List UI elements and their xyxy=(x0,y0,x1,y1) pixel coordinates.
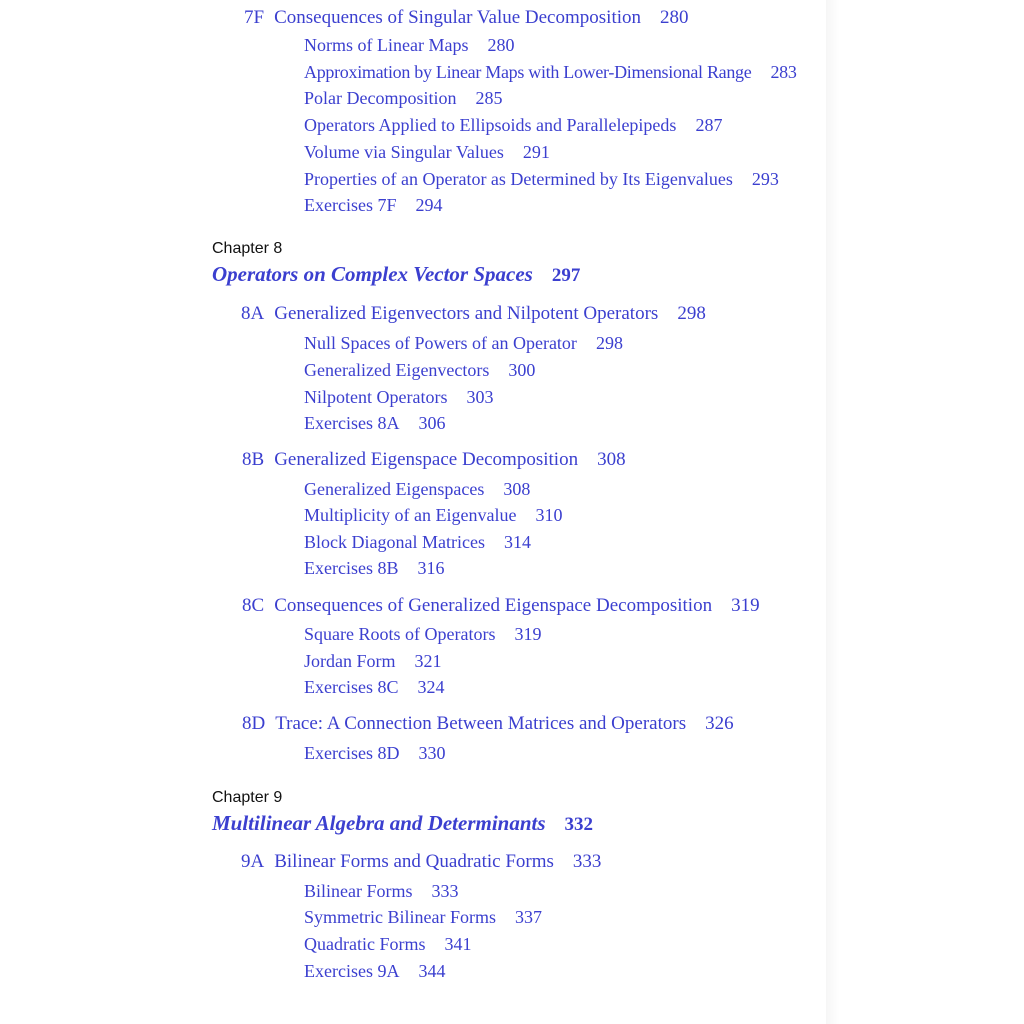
toc-section-8A[interactable] xyxy=(241,304,706,323)
section-page: 308 xyxy=(597,449,626,470)
section-number: 7F xyxy=(244,7,265,28)
subsection-page: 285 xyxy=(475,88,503,108)
subsection-title: Exercises 8B xyxy=(304,558,399,578)
toc-section-7F[interactable] xyxy=(244,8,689,27)
subsection-title: Generalized Eigenspaces xyxy=(304,479,485,499)
subsection-page: 316 xyxy=(417,558,445,578)
subsection-page: 294 xyxy=(415,195,443,215)
subsection-page: 324 xyxy=(417,677,445,697)
subsection-title: Properties of an Operator as Determined by Its Eigenvalues xyxy=(304,169,733,189)
section-title: Trace: A Connection Between Matrices and Operators xyxy=(275,713,687,734)
subsection-title: Exercises 8D xyxy=(304,743,400,763)
toc-subsection[interactable] xyxy=(304,506,562,524)
toc-section-8C[interactable] xyxy=(242,596,760,615)
subsection-title: Generalized Eigenvectors xyxy=(304,360,490,380)
subsection-page: 303 xyxy=(466,387,494,407)
toc-subsection[interactable] xyxy=(304,361,535,379)
subsection-title: Polar Decomposition xyxy=(304,88,457,108)
toc-subsection[interactable] xyxy=(304,559,444,577)
subsection-title: Quadratic Forms xyxy=(304,934,426,954)
subsection-page: 291 xyxy=(522,142,550,162)
subsection-page: 308 xyxy=(503,479,531,499)
toc-section-9A[interactable] xyxy=(241,852,601,871)
subsection-title: Bilinear Forms xyxy=(304,881,413,901)
subsection-page: 310 xyxy=(535,505,563,525)
toc-subsection[interactable] xyxy=(304,89,502,107)
section-title: Consequences of Singular Value Decomposition xyxy=(274,7,641,28)
toc-subsection[interactable] xyxy=(304,116,722,134)
toc-subsection[interactable] xyxy=(304,625,541,643)
subsection-title: Exercises 8A xyxy=(304,413,400,433)
subsection-title: Block Diagonal Matrices xyxy=(304,532,485,552)
toc-subsection[interactable] xyxy=(304,388,493,406)
subsection-page: 344 xyxy=(418,961,446,981)
chapter-page: 297 xyxy=(551,265,581,286)
subsection-title: Volume via Singular Values xyxy=(304,142,504,162)
subsection-title: Exercises 9A xyxy=(304,961,400,981)
section-page: 280 xyxy=(660,7,689,28)
subsection-page: 293 xyxy=(751,169,779,189)
toc-subsection[interactable] xyxy=(304,935,471,953)
toc-subsection[interactable] xyxy=(304,480,530,498)
section-number: 8D xyxy=(242,713,266,734)
toc-subsection[interactable] xyxy=(304,744,445,762)
section-title: Bilinear Forms and Quadratic Forms xyxy=(274,851,554,872)
subsection-title: Square Roots of Operators xyxy=(304,624,496,644)
subsection-title: Nilpotent Operators xyxy=(304,387,448,407)
chapter-label: Chapter 8 xyxy=(212,240,283,257)
toc-subsection[interactable] xyxy=(304,533,531,551)
subsection-page: 337 xyxy=(514,907,542,927)
section-number: 8B xyxy=(242,449,265,470)
subsection-title: Norms of Linear Maps xyxy=(304,35,469,55)
subsection-page: 330 xyxy=(418,743,446,763)
toc-subsection[interactable] xyxy=(304,414,445,432)
subsection-page: 321 xyxy=(414,651,442,671)
toc-subsection[interactable] xyxy=(304,170,779,188)
subsection-title: Operators Applied to Ellipsoids and Parallelepipeds xyxy=(304,115,677,135)
toc-section-8D[interactable] xyxy=(242,714,734,733)
toc-section-8B[interactable] xyxy=(242,450,626,469)
subsection-page: 341 xyxy=(444,934,472,954)
section-title: Generalized Eigenvectors and Nilpotent Operators xyxy=(274,303,659,324)
toc-subsection[interactable] xyxy=(304,196,442,214)
toc-subsection[interactable] xyxy=(304,334,623,352)
section-page: 333 xyxy=(572,851,602,872)
section-number: 9A xyxy=(241,851,265,872)
subsection-page: 298 xyxy=(595,333,623,353)
chapter-title: Operators on Complex Vector Spaces xyxy=(212,262,533,286)
subsection-title: Jordan Form xyxy=(304,651,396,671)
section-page: 298 xyxy=(677,303,706,324)
section-title: Generalized Eigenspace Decomposition xyxy=(274,449,579,470)
toc-subsection[interactable] xyxy=(304,678,444,696)
subsection-title: Exercises 8C xyxy=(304,677,399,697)
subsection-page: 333 xyxy=(431,881,459,901)
subsection-title: Null Spaces of Powers of an Operator xyxy=(304,333,577,353)
subsection-title: Symmetric Bilinear Forms xyxy=(304,907,496,927)
section-page: 326 xyxy=(705,713,734,734)
subsection-title: Approximation by Linear Maps with Lower-Dimensional Range xyxy=(304,62,752,82)
chapter-page: 332 xyxy=(564,814,594,835)
subsection-title: Exercises 7F xyxy=(304,195,397,215)
toc-subsection[interactable] xyxy=(304,908,542,926)
chapter-label: Chapter 9 xyxy=(212,789,283,806)
page-edge-shadow xyxy=(826,0,840,1024)
section-number: 8A xyxy=(241,303,265,324)
toc-chapter-9-title[interactable] xyxy=(212,813,593,834)
subsection-page: 306 xyxy=(418,413,446,433)
section-title: Consequences of Generalized Eigenspace Decomposition xyxy=(274,595,713,616)
subsection-page: 314 xyxy=(503,532,531,552)
toc-subsection[interactable] xyxy=(304,143,550,161)
subsection-page: 287 xyxy=(695,115,723,135)
toc-chapter-8-title[interactable] xyxy=(212,264,580,285)
subsection-page: 300 xyxy=(508,360,536,380)
toc-subsection[interactable] xyxy=(304,882,459,900)
section-number: 8C xyxy=(242,595,265,616)
toc-subsection[interactable] xyxy=(304,962,445,980)
subsection-page: 280 xyxy=(487,35,515,55)
chapter-title: Multilinear Algebra and Determinants xyxy=(212,811,546,835)
toc-subsection[interactable] xyxy=(304,36,514,54)
section-page: 319 xyxy=(731,595,760,616)
subsection-page: 319 xyxy=(514,624,542,644)
subsection-title: Multiplicity of an Eigenvalue xyxy=(304,505,517,525)
subsection-page: 283 xyxy=(770,62,797,82)
toc-subsection[interactable] xyxy=(304,652,442,670)
toc-subsection[interactable] xyxy=(304,63,797,81)
